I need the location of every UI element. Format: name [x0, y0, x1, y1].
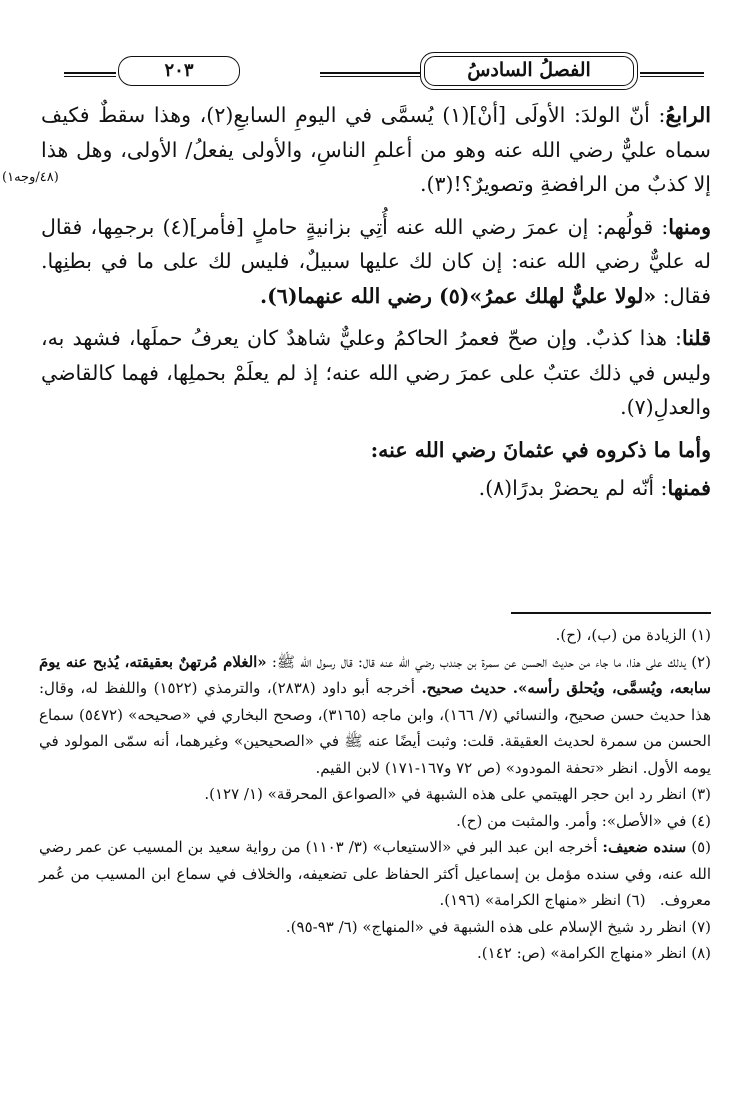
- paragraph-text: : أنّه لم يحضرْ بدرًا(٨).: [478, 476, 668, 500]
- footnote-3: (٣) انظر رد ابن حجر الهيتمي على هذه الشبهة في «الصواعق المحرقة» (١/ ١٢٧).: [204, 785, 711, 803]
- footnote-grade: سنده ضعيف:: [602, 838, 687, 856]
- paragraph-othman-heading: وأما ما ذكروه في عثمانَ رضي الله عنه:: [370, 437, 711, 462]
- chapter-title: الفصلُ السادسُ: [420, 52, 638, 90]
- page-header: [64, 50, 704, 92]
- footnote-text: (٥): [691, 838, 711, 856]
- paragraph-lead: فمنها: [667, 476, 711, 500]
- main-text: [41, 98, 711, 510]
- paragraph-omar: [41, 210, 711, 314]
- footnote-1: (١) الزيادة من (ب)، (ح).: [555, 626, 711, 644]
- paragraph-text: : هذا كذبٌ. وإن صحّ فعمرُ الحاكمُ وعليٌّ شاهدٌ كان يعرفُ حملَها، فشهد به، وليس في ذلك عتبٌ على عمرَ رضي الله عنه؛ إذ لم يعلَمْ بحملِها، فهما كالقاضي والعدلِ(٧).: [41, 326, 711, 419]
- footnote-text: (٢) يدلك على هذا، ما جاء من حديث الحسن عن سمرة بن جندب رضي الله عنه قال: قال رسول الله ﷺ:: [271, 652, 711, 671]
- footnote-7: (٧) انظر رد شيخ الإسلام على هذه الشبهة في «المنهاج» (٦/ ٩٣-٩٥).: [285, 917, 711, 936]
- paragraph-lead: الرابعُ: [665, 103, 712, 127]
- highlighted-quote: «لولا عليٌّ لهلك عمرُ»(٥) رضي الله عنهما(٦).: [259, 283, 657, 308]
- footnote-5: [39, 834, 711, 914]
- footnote-8: (٨) انظر «منهاج الكرامة» (ص: ١٤٢).: [477, 944, 711, 962]
- paragraph-text: : قولُهم: إن عمرَ رضي الله عنه أُتِي بزانيةٍ حاملٍ [فأمر](٤) برجمِها، فقال له عليٌّ رضي الله عنه: إن كان لك عليها سبيلٌ، فليس لك على ما في بطنِها. فقال:: [41, 214, 711, 308]
- footnote-separator: [511, 612, 711, 614]
- footnote-grade: حديث صحيح.: [421, 679, 507, 697]
- footnote-6: (٦) انظر «منهاج الكرامة» (١٩٦).: [439, 891, 646, 909]
- header-rule-right: [640, 72, 704, 77]
- footnote-hadith: «الغلام مُرتهنٌ بعقيقته، يُذبح عنه يومَ سابعه، ويُسمَّى، ويُحلق رأسه».: [39, 652, 711, 697]
- paragraph-reply: [41, 321, 711, 425]
- paragraph-text: : أنّ الولدَ: الأولَى [أنْ](١) يُسمَّى في اليومِ السابعِ(٢)، وهذا سقطٌ فكيف سماه عليٌّ رضي الله عنه وهو من أعلمِ الناسِ، والأولى يفعلُ/ الأولى، وهل هذا إلا كذبٌ من الرافضةِ وتصويرٌ؟!(٣).: [41, 103, 711, 196]
- paragraph-lead: ومنها: [668, 214, 711, 239]
- paragraph-fourth: [41, 98, 711, 202]
- footnote-text: أخرجه ابن عبد البر في «الاستيعاب» (٣/ ١١٠٣) من رواية سعيد بن المسيب عن عمر رضي الله عنه، وفي سنده مؤمل بن إسماعيل أكثر الحفاظ على تضعيفه، والخلاف في سماع ابن المسيب من عُمر معروف.: [39, 838, 711, 909]
- footnotes: [39, 622, 711, 967]
- paragraph-badr: [41, 471, 711, 506]
- page-number: ٢٠٣: [118, 56, 240, 86]
- footnote-2: [39, 649, 711, 782]
- footnote-4: (٤) في «الأصل»: وأمر. والمثبت من (ح).: [456, 811, 711, 830]
- manuscript-folio-note: (٤٨/وجه١): [2, 170, 59, 185]
- header-rule-middle: [320, 72, 420, 77]
- header-rule-left: [64, 72, 116, 77]
- footnote-text: أخرجه أبو داود (٢٨٣٨)، والترمذي (١٥٢٢) واللفظ له، وقال: هذا حديث حسن صحيح، والنسائي (٧/ ١٦٦)، وابن ماجه (٣١٦٥)، وصحح البخاري في «صحيحه» (٥٤٧٢) سماع الحسن من سمرة لحديث العقيقة. قلت: وثبت أيضًا عنه ﷺ في «الصحيحين» وغيرهما، أنه سمّى المولود في يومه الأول. انظر «تحفة المودود» (ص ٧٢ و١٦٧-١٧١) لابن القيم.: [39, 679, 711, 777]
- paragraph-lead: قلنا: [681, 326, 711, 350]
